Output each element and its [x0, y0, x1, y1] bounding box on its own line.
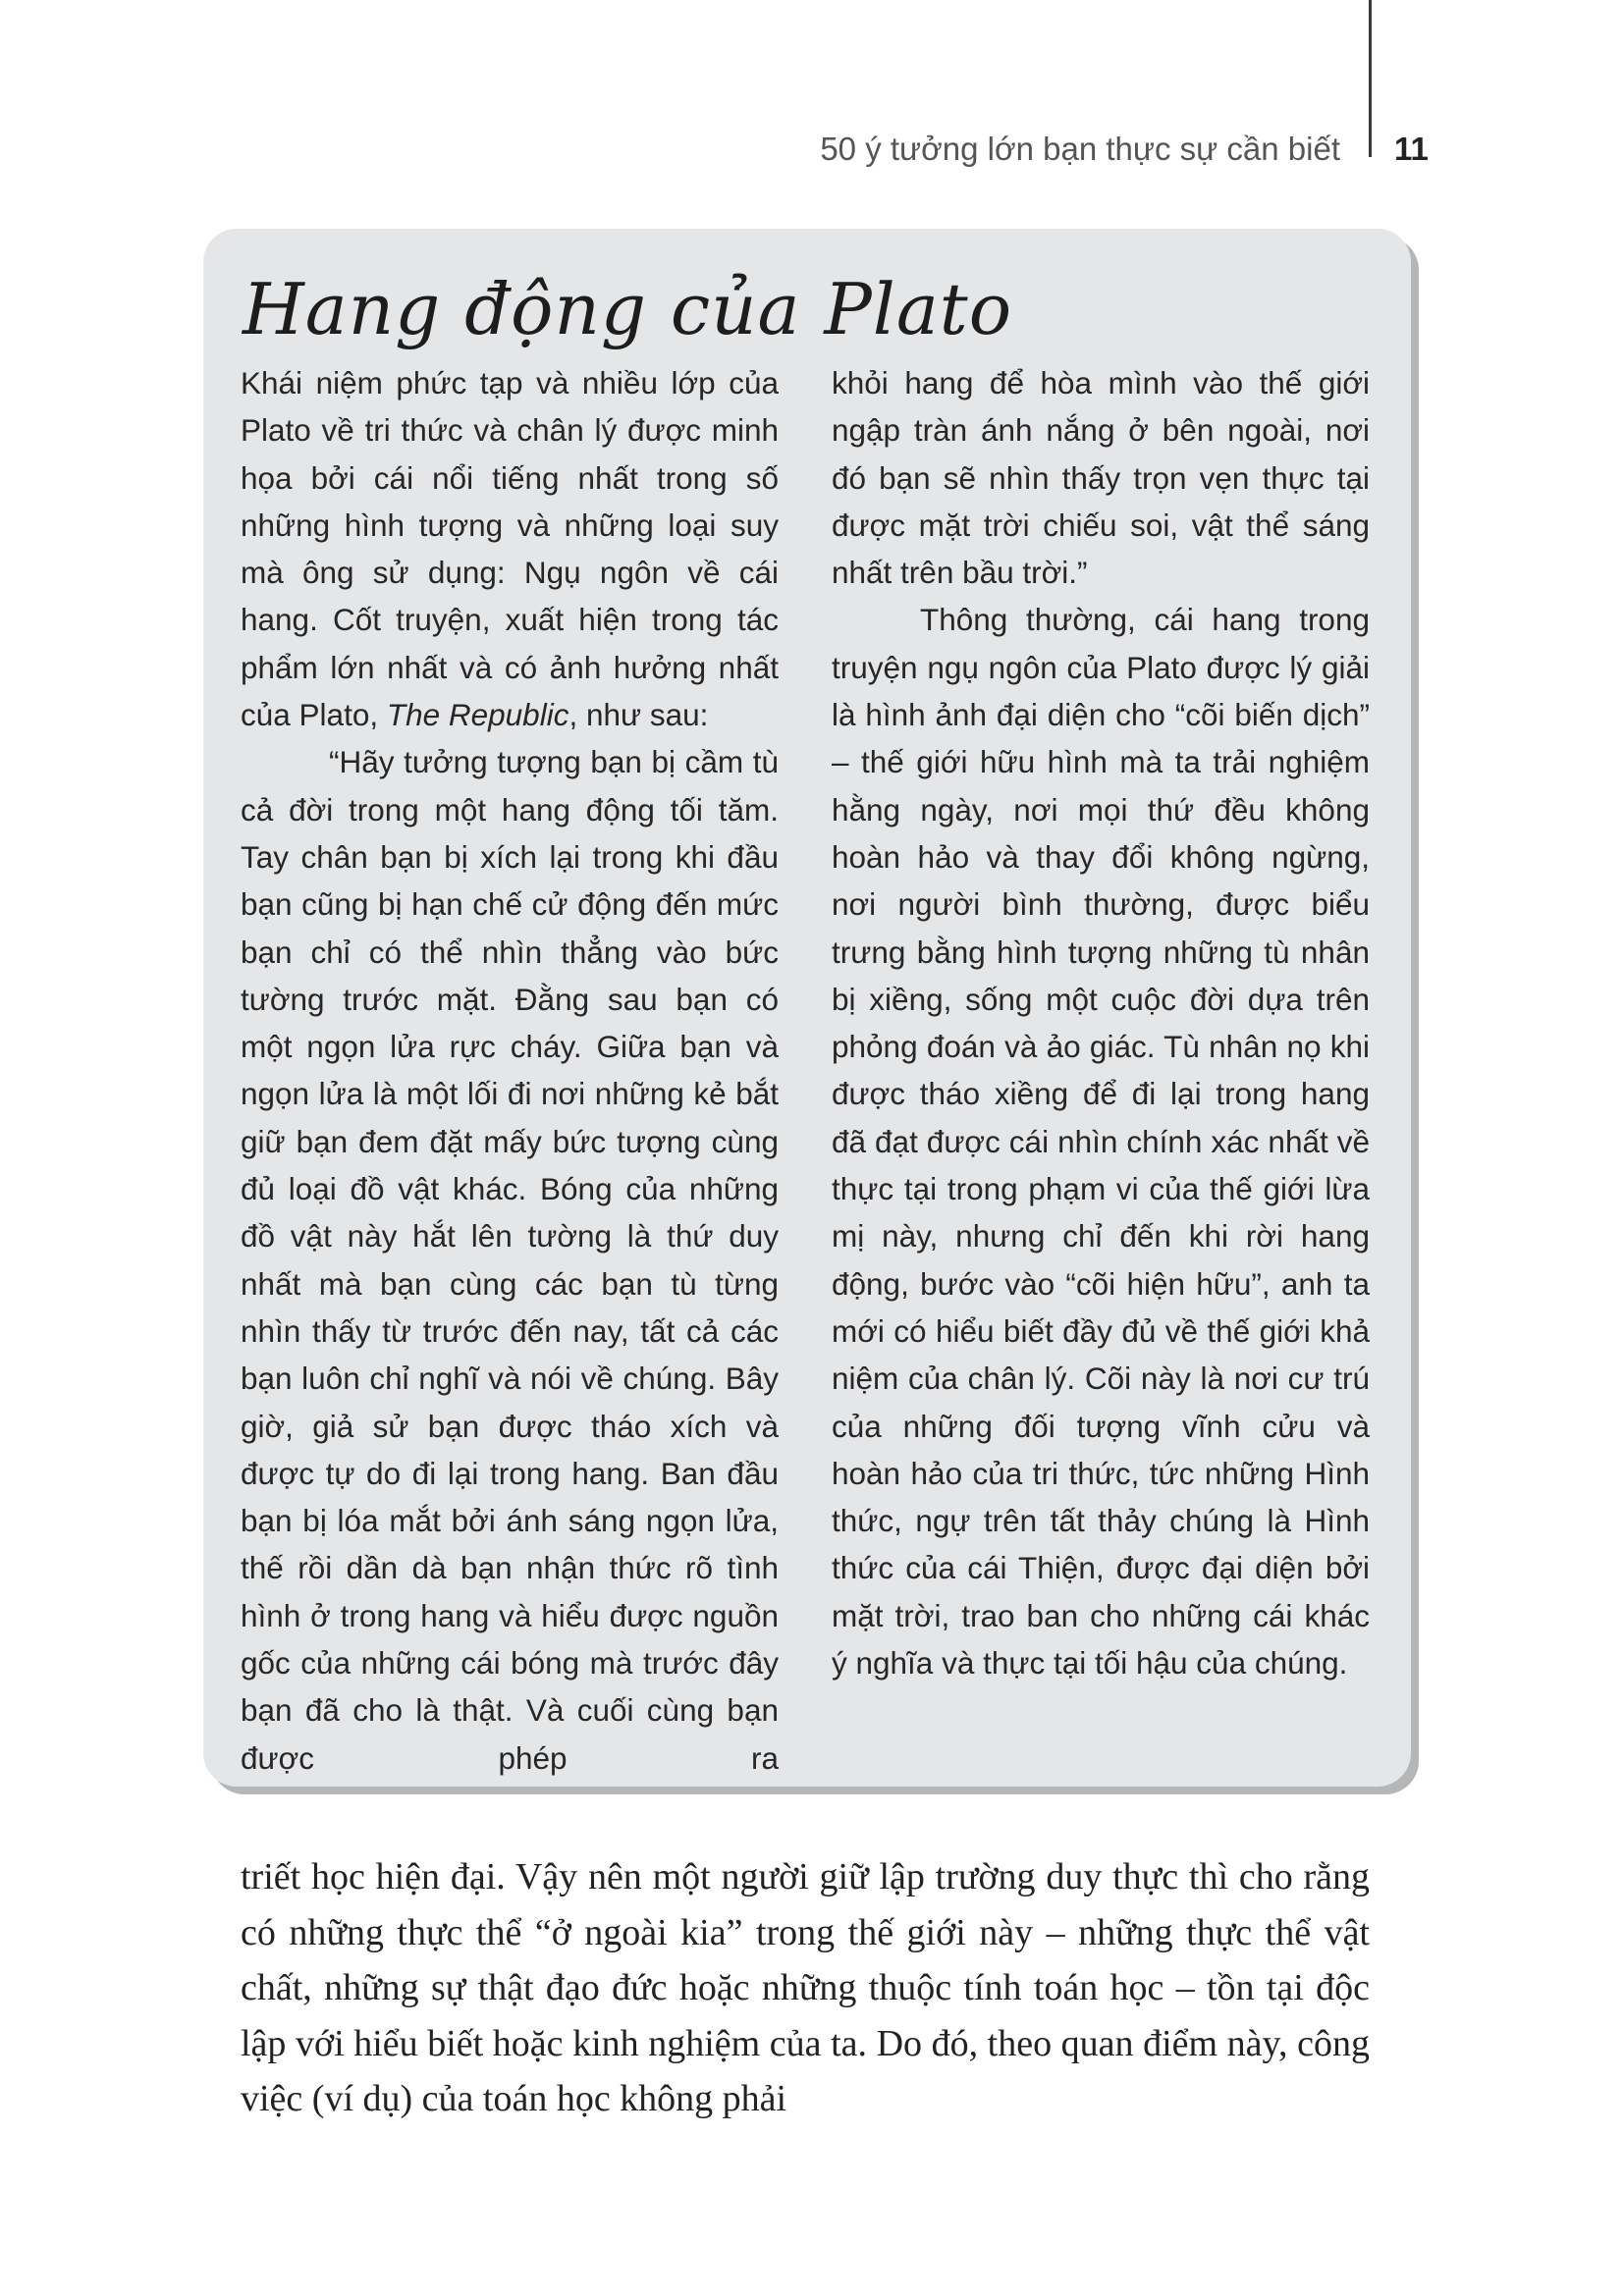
page-header: [589, 120, 1453, 179]
box-title: Hang động của Plato: [243, 268, 1013, 350]
book-title: The Republic: [386, 697, 569, 733]
box-paragraph-text: Khái niệm phức tạp và nhiều lớp của Plato về tri thức và chân lý được minh họa bởi cái nổi tiếng nhất trong số những hình tượng và những loại suy mà ông sử dụng: Ngụ ngôn về cái hang. Cốt truyện, xuất hiện trong tác phẩm lớn nhất và có ảnh hưởng nhất của Plato,: [241, 365, 779, 733]
box-quote-continuation: khỏi hang để hòa mình vào thế giới ngập tràn ánh nắng ở bên ngoài, nơi đó bạn sẽ nhìn thấy trọn vẹn thực tại được mặt trời chiếu soi, vật thể sáng nhất trên bầu trời.”: [832, 365, 1370, 591]
main-body-text: triết học hiện đại. Vậy nên một người giữ lập trường duy thực thì cho rằng có những thực thể “ở ngoài kia” trong thế giới này – những thực thể vật chất, những sự thật đạo đức hoặc những thuộc tính toán học – tồn tại độc lập với hiểu biết hoặc kinh nghiệm của ta. Do đó, theo quan điểm này, công việc (ví dụ) của toán học không phải: [241, 1856, 1370, 2119]
page-number: 11: [1394, 131, 1429, 167]
box-paragraph-text: , như sau:: [568, 697, 709, 733]
sidebar-box: [203, 229, 1411, 1787]
box-paragraph: Thông thường, cái hang trong truyện ngụ ngôn của Plato được lý giải là hình ảnh đại diện cho “cõi biến dịch” – thế giới hữu hình mà ta trải nghiệm hằng ngày, nơi mọi thứ đều không hoàn hảo và thay đổi không ngừng, nơi người bình thường, được biểu trưng bằng hình tượng những tù nhân bị xiềng, sống một cuộc đời dựa trên phỏng đoán và ảo giác. Tù nhân nọ khi được tháo xiềng để đi lại trong hang đã đạt được cái nhìn chính xác nhất về thực tại trong phạm vi của thế giới lừa mị này, nhưng chỉ đến khi rời hang động, bước vào “cõi hiện hữu”, anh ta mới có hiểu biết đầy đủ về thế giới khả niệm của chân lý. Cõi này là nơi cư trú của những đối tượng vĩnh cửu và hoàn hảo của tri thức, tức những Hình thức, ngự trên tất thảy chúng là Hình thức của cái Thiện, được đại diện bởi mặt trời, trao ban cho những cái khác ý nghĩa và thực tại tối hậu của chúng.: [832, 602, 1370, 1682]
box-left-column: [241, 359, 779, 1782]
box-paragraph: [241, 359, 779, 738]
box-right-column: [832, 359, 1370, 1686]
running-title: 50 ý tưởng lớn bạn thực sự cần biết: [820, 131, 1340, 167]
box-quote-paragraph: “Hãy tưởng tượng bạn bị cầm tù cả đời trong một hang động tối tăm. Tay chân bạn bị xích lại trong khi đầu bạn cũng bị hạn chế cử động đến mức bạn chỉ có thể nhìn thẳng vào bức tường trước mặt. Đằng sau bạn có một ngọn lửa rực cháy. Giữa bạn và ngọn lửa là một lối đi nơi những kẻ bắt giữ bạn đem đặt mấy bức tượng cùng đủ loại đồ vật khác. Bóng của những đồ vật này hắt lên tường là thứ duy nhất mà bạn cùng các bạn tù từng nhìn thấy từ trước đến nay, tất cả các bạn luôn chỉ nghĩ và nói về chúng. Bây giờ, giả sử bạn được tháo xích và được tự do đi lại trong hang. Ban đầu bạn bị lóa mắt bởi ánh sáng ngọn lửa, thế rồi dần dà bạn nhận thức rõ tình hình ở trong hang và hiểu được nguồn gốc của những cái bóng mà trước đây bạn đã cho là thật. Và cuối cùng bạn được phép ra: [241, 744, 779, 1776]
